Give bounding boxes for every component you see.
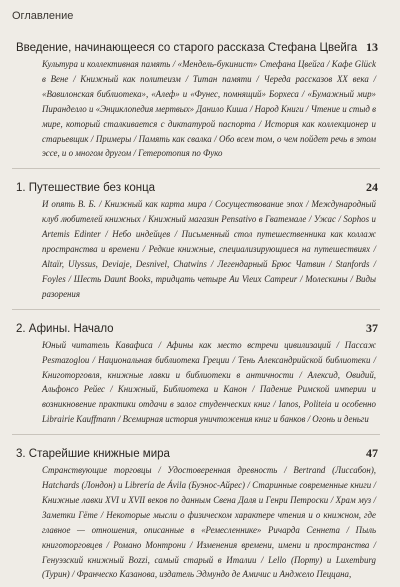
toc-title: Оглавление bbox=[12, 10, 74, 22]
section-topics: Странствующие торговцы / Удостоверенная древность / Bertrand (Лиссабон), Hatchards (Лондон) и Librería de Ávila (Буэнос-Айрес) / Старинные современные книги / Книжные лавки XVI и XVII веков по данным Свена Даля и Генри Петроски / Храм муз / Заметки Гёте / Некоторые мысли о физическом характере чтения и о книжном, где главное — отношения, описанные в «Ремесленнике» Ричарда Сеннета / Пыль книготорговцев / Романо Монтрони / Изменения времени, имени и пространства / Генуэзский книжный Bozzi, самый старый в Италии / Lello (Порту) и Luxemburg (Турин) / Франческо Казанова, издатель Эдмундо де Амичис и Анджело Пеццана, bbox=[42, 465, 376, 580]
toc-section-introduction bbox=[12, 40, 380, 161]
toc-section-2 bbox=[12, 321, 380, 427]
section-title: 3. Старейшие книжные мира bbox=[16, 448, 170, 461]
section-divider bbox=[12, 434, 380, 435]
section-title: Введение, начинающееся со старого рассказа Стефана Цвейга bbox=[16, 42, 358, 54]
section-topics: Юный читатель Кавафиса / Афины как место встречи цивилизаций / Пассаж Pesmazoglou / Национальная библиотека Греции / Тень Александрийской библиотеки / Книготорговля, книжные лавки и библиотеки в античности / Алексид, Овидий, Альфонсо Рейес / Книжный, Библиотека и Канон / Падение Римской империи и возникновение практики отдачи в залог студенческих книг / Ianos, Politeia и особенно Librairie Kauffmann / Всемирная история уничтожения книг и банков / Огонь и деньги bbox=[42, 339, 376, 425]
section-heading bbox=[12, 446, 380, 461]
section-page-number: 13 bbox=[366, 40, 378, 54]
section-heading bbox=[12, 40, 380, 55]
section-page-number: 37 bbox=[366, 320, 378, 335]
section-title: 2. Афины. Начало bbox=[16, 322, 114, 335]
section-heading bbox=[12, 180, 380, 195]
toc-section-3 bbox=[12, 446, 380, 582]
section-heading bbox=[12, 321, 380, 336]
section-page-number: 24 bbox=[366, 180, 378, 195]
section-title: 1. Путешествие без конца bbox=[16, 182, 156, 195]
section-divider bbox=[12, 168, 380, 169]
section-topics: И опять В. Б. / Книжный как карта мира / Сосуществование эпох / Международный клуб любителей книжных / Книжный магазин Pensativo в Гватемале / Ужас / Sophos и Artemis Edinter / Небо индейцев / Письменный стол путешественника как коллаж пространства и времени / Редкие книжные, специализирующиеся на путешествиях / Altaïr, Ulyssus, Deviaje, Desnivel, Chatwins / Легендарный Брюс Чатвин / Stanfords / Foyles / Шесть Daunt Books, тридцать четыре Au Vieux Campeur / Молескины / Виды разорения bbox=[42, 199, 376, 299]
section-topics: Культура и коллективная память / «Мендель-букинист» Стефана Цвейга / Кафе Glück в Вене / Книжный как политеизм / Титан памяти / Череда рассказов XX века / «Вавилонская библиотека», «Алеф» и «Фунес, помнящий» Борхеса / «Бумажный мир» Пиранделло и «Энциклопедия мертвых» Данило Киша / Народ Книги / Чтение и стыд в мире, который сталкивается с диктатурой паспорта / История как коллекционер и старьевщик / Примеры / Память как свалка / Обо всем том, о чем пойдет речь в этом эссе, и о многом другом / Гетеротопия по Фуко bbox=[42, 59, 376, 159]
section-page-number: 47 bbox=[366, 446, 378, 461]
toc-section-1 bbox=[12, 180, 380, 301]
section-divider bbox=[12, 309, 380, 310]
